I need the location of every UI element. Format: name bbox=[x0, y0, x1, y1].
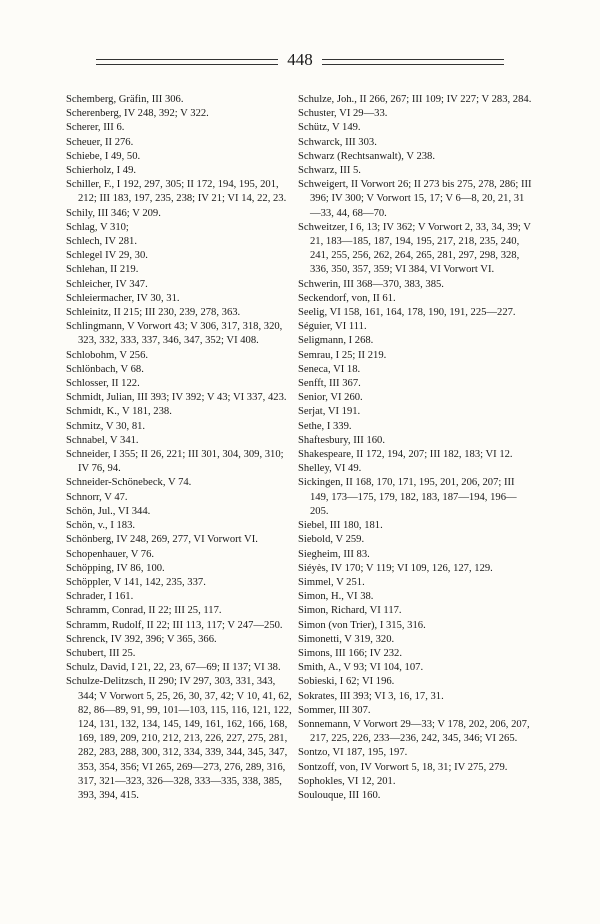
index-entry: Schneider, I 355; II 26, 221; III 301, 304, 309, 310; IV 76, 94. bbox=[66, 449, 284, 475]
index-entry: Schulze-Delitzsch, II 290; IV 297, 303, 331, 343, 344; V Vorwort 5, 25, 26, 30, 37, 42; V 10, 41, 62, 82, 86—89, 91, 99, 101—103, 115, 116, 121, 122, 124, 131, 132, 134, 145, 149, 161, 162, 166, 168, 169, 189, 209, 210, 212, 213, 226, 227, 275, 281, 282, 283, 288, 300, 312, 334, 339, 344, 345, 347, 353, 354, 356; VI 265, 269—273, 276, 289, 316, 317, 321—323, 326—328, 333—335, 338, 385, 393, 394, 415. bbox=[66, 676, 292, 801]
index-entry: Schuster, VI 29—33. bbox=[298, 108, 388, 120]
index-entry: Sontzo, VI 187, 195, 197. bbox=[298, 747, 408, 759]
index-entry: Simmel, V 251. bbox=[298, 576, 365, 588]
index-entry: Schulz, David, I 21, 22, 23, 67—69; II 137; VI 38. bbox=[66, 662, 281, 674]
index-entry: Sontzoff, von, IV Vorwort 5, 18, 31; IV 275, 279. bbox=[298, 761, 508, 773]
index-entry: Schütz, V 149. bbox=[298, 122, 361, 134]
page-number: 448 bbox=[287, 50, 313, 69]
index-entry: Schön, Jul., VI 344. bbox=[66, 505, 151, 517]
index-entry: Schramm, Rudolf, II 22; III 113, 117; V 247—250. bbox=[66, 619, 283, 631]
index-entry: Schönberg, IV 248, 269, 277, VI Vorwort VI. bbox=[66, 534, 258, 546]
index-entry: Senfft, III 367. bbox=[298, 378, 361, 390]
index-entry: Shakespeare, II 172, 194, 207; III 182, 183; VI 12. bbox=[298, 449, 513, 461]
index-entry: Siebold, V 259. bbox=[298, 534, 365, 546]
index-entry: Schmitz, V 30, 81. bbox=[66, 420, 146, 432]
index-entry: Simonetti, V 319, 320. bbox=[298, 633, 395, 645]
index-entry: Schopenhauer, V 76. bbox=[66, 548, 155, 560]
index-entry: Schmidt, Julian, III 393; IV 392; V 43; VI 337, 423. bbox=[66, 392, 287, 404]
index-entry: Schöppler, V 141, 142, 235, 337. bbox=[66, 576, 206, 588]
index-entry: Siebel, III 180, 181. bbox=[298, 520, 383, 532]
index-entry: Soulouque, III 160. bbox=[298, 789, 381, 801]
index-entry: Schiebe, I 49, 50. bbox=[66, 150, 141, 162]
index-entry: Scheuer, II 276. bbox=[66, 136, 134, 148]
index-entry: Schlosser, II 122. bbox=[66, 378, 140, 390]
index-entry: Schwerin, III 368—370, 383, 385. bbox=[298, 278, 444, 290]
index-entry: Schlech, IV 281. bbox=[66, 236, 138, 248]
index-entry: Simons, III 166; IV 232. bbox=[298, 647, 402, 659]
index-entry: Scherer, III 6. bbox=[66, 122, 125, 134]
index-entry: Sokrates, III 393; VI 3, 16, 17, 31. bbox=[298, 690, 444, 702]
index-entry: Seneca, VI 18. bbox=[298, 363, 361, 375]
index-entry: Schemberg, Gräfin, III 306. bbox=[66, 94, 184, 105]
index-entry: Schlegel IV 29, 30. bbox=[66, 250, 148, 262]
index-entry: Schwarz (Rechtsanwalt), V 238. bbox=[298, 150, 435, 162]
page-header bbox=[96, 50, 504, 72]
index-entry: Sobieski, I 62; VI 196. bbox=[298, 676, 395, 688]
index-entry: Serjat, VI 191. bbox=[298, 406, 361, 418]
index-entry: Siéyès, IV 170; V 119; VI 109, 126, 127, 129. bbox=[298, 562, 493, 574]
index-entry: Schweitzer, I 6, 13; IV 362; V Vorwort 2, 33, 34, 39; V 21, 183—185, 187, 194, 195, 217, 218, 235, 240, 241, 255, 256, 262, 264, 265, 281, 297, 298, 328, 336, 350, 357, 359; VI 384, VI Vorwort VI. bbox=[298, 221, 531, 276]
index-entry: Schramm, Conrad, II 22; III 25, 117. bbox=[66, 605, 222, 617]
index-entry: Simon, Richard, VI 117. bbox=[298, 605, 402, 617]
index-entry: Sonnemann, V Vorwort 29—33; V 178, 202, 206, 207, 217, 225, 226, 233—236, 242, 345, 346; VI 265. bbox=[298, 718, 530, 745]
index-entry: Schweigert, II Vorwort 26; II 273 bis 275, 278, 286; III 396; IV 300; V Vorwort 15, 17; V 6—8, 20, 21, 31—33, 44, 68—70. bbox=[298, 179, 532, 219]
index-entry: Schmidt, K., V 181, 238. bbox=[66, 406, 172, 418]
index-entry: Shelley, VI 49. bbox=[298, 463, 362, 475]
index-entry: Schleicher, IV 347. bbox=[66, 278, 148, 290]
index-entry: Sethe, I 339. bbox=[298, 420, 352, 432]
index-entry: Schön, v., I 183. bbox=[66, 520, 136, 532]
index-entry: Sommer, III 307. bbox=[298, 704, 371, 716]
index-entry: Schlobohm, V 256. bbox=[66, 349, 149, 361]
index-entry: Schleiermacher, IV 30, 31. bbox=[66, 292, 180, 304]
index-entry: Schiller, F., I 192, 297, 305; II 172, 194, 195, 201, 212; III 183, 197, 235, 238; IV 21; VI 14, 22, 23. bbox=[66, 179, 287, 205]
index-entry: Schleinitz, II 215; III 230, 239, 278, 363. bbox=[66, 307, 241, 319]
index-entry: Schlehan, II 219. bbox=[66, 264, 139, 276]
index-entry: Siegheim, III 83. bbox=[298, 548, 370, 560]
index-entry: Shaftesbury, III 160. bbox=[298, 434, 385, 446]
index-entry: Semrau, I 25; II 219. bbox=[298, 349, 387, 361]
index-entry: Schlingmann, V Vorwort 43; V 306, 317, 318, 320, 323, 332, 333, 337, 346, 347, 352; VI 408. bbox=[66, 321, 283, 347]
index-entry: Sophokles, VI 12, 201. bbox=[298, 775, 396, 787]
index-entry: Schöpping, IV 86, 100. bbox=[66, 562, 165, 574]
index-entry: Schnorr, V 47. bbox=[66, 491, 128, 503]
index-entry: Séguier, VI 111. bbox=[298, 321, 367, 333]
index-entry: Schrenck, IV 392, 396; V 365, 366. bbox=[66, 633, 217, 645]
index-column-left bbox=[66, 93, 292, 803]
index-entry: Schierholz, I 49. bbox=[66, 165, 137, 177]
index-entry: Scherenberg, IV 248, 392; V 322. bbox=[66, 108, 209, 120]
header-rule-right bbox=[322, 59, 504, 65]
index-entry: Seligmann, I 268. bbox=[298, 335, 374, 347]
index-entry: Senior, VI 260. bbox=[298, 392, 363, 404]
index-entry: Schwarz, III 5. bbox=[298, 165, 361, 177]
index-entry: Schrader, I 161. bbox=[66, 591, 134, 603]
index-column-right bbox=[298, 93, 532, 803]
index-entry: Seelig, VI 158, 161, 164, 178, 190, 191, 225—227. bbox=[298, 307, 516, 319]
index-entry: Schnabel, V 341. bbox=[66, 434, 139, 446]
index-entry: Schlönbach, V 68. bbox=[66, 363, 144, 375]
index-entry: Schwarck, III 303. bbox=[298, 136, 377, 148]
index-entry: Schily, III 346; V 209. bbox=[66, 207, 161, 219]
index-entry: Simon (von Trier), I 315, 316. bbox=[298, 619, 426, 631]
index-entry: Simon, H., VI 38. bbox=[298, 591, 374, 603]
index-entry: Smith, A., V 93; VI 104, 107. bbox=[298, 662, 424, 674]
index-entry: Schneider-Schönebeck, V 74. bbox=[66, 477, 192, 489]
index-entry: Seckendorf, von, II 61. bbox=[298, 292, 396, 304]
index-entry: Sickingen, II 168, 170, 171, 195, 201, 206, 207; III 149, 173—175, 179, 182, 183, 187—194, 196—205. bbox=[298, 477, 517, 517]
index-entry: Schulze, Joh., II 266, 267; III 109; IV 227; V 283, 284. bbox=[298, 94, 532, 105]
index-entry: Schlag, V 310; bbox=[66, 221, 129, 233]
index-entry: Schubert, III 25. bbox=[66, 647, 136, 659]
